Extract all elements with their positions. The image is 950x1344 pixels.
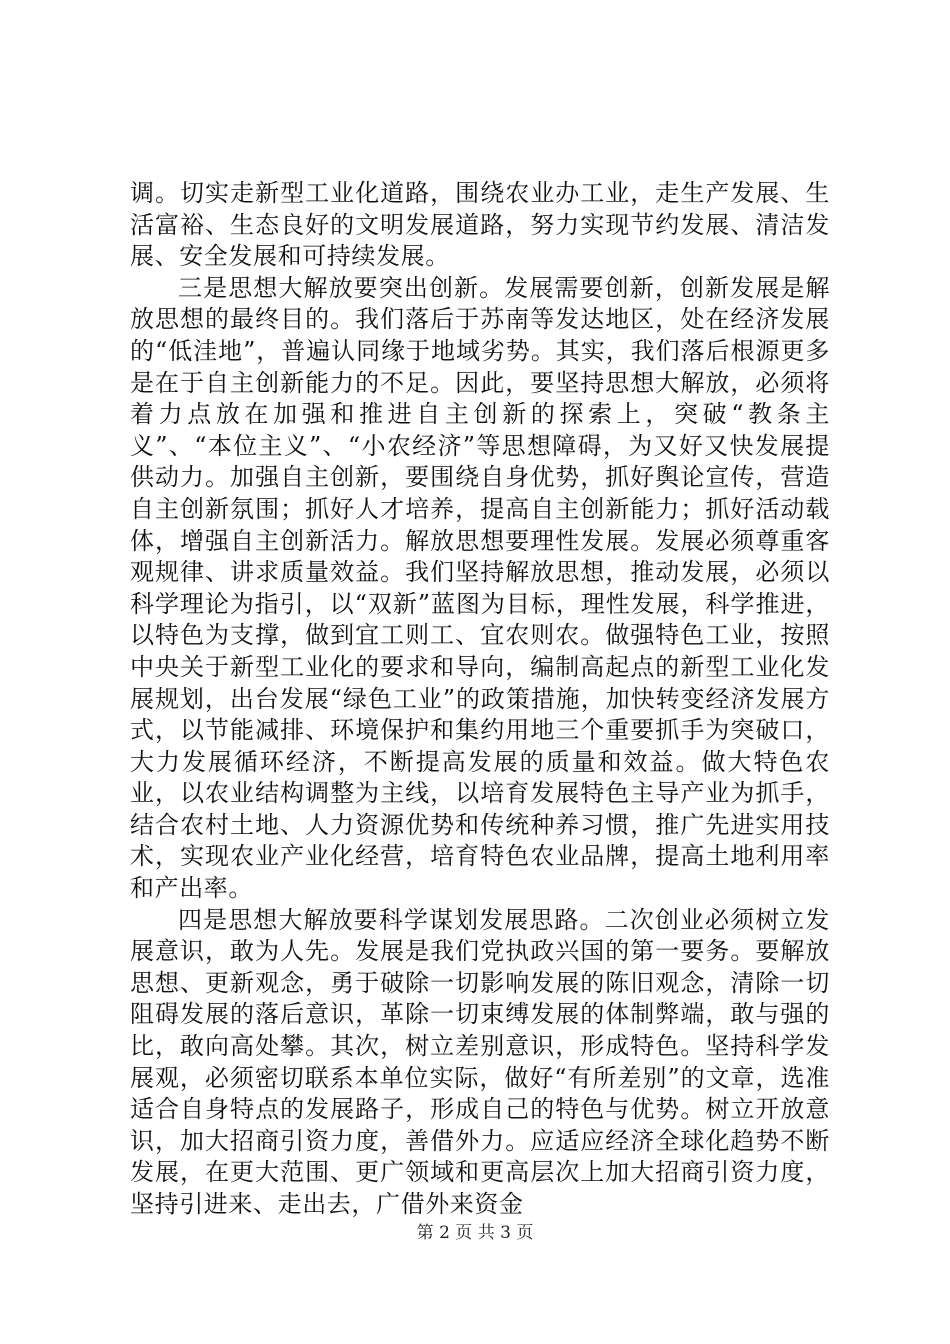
body-text: [130, 178, 830, 1221]
paragraph-3: 四是思想大解放要科学谋划发展思路。二次创业必须树立发展意识，敢为人先。发展是我们党执政兴国的第一要务。要解放思想、更新观念，勇于破除一切影响发展的陈旧观念，清除一切阻碍发展的落后意识，革除一切束缚发展的体制弊端，敢与强的比，敢向高处攀。其次，树立差别意识，形成特色。坚持科学发展观，必须密切联系本单位实际，做好“有所差别”的文章，选准适合自身特点的发展路子，形成自己的特色与优势。树立开放意识，加大招商引资力度，善借外力。应适应经济全球化趋势不断发展，在更大范围、更广领域和更高层次上加大招商引资力度，坚持引进来、走出去，广借外来资金: [130, 905, 830, 1218]
paragraph-1: 调。切实走新型工业化道路，围绕农业办工业，走生产发展、生活富裕、生态良好的文明发展道路，努力实现节约发展、清洁发展、安全发展和可持续发展。: [130, 179, 830, 271]
page-footer: 第 2 页 共 3 页: [416, 1223, 534, 1243]
paragraph-2: 三是思想大解放要突出创新。发展需要创新，创新发展是解放思想的最终目的。我们落后于苏南等发达地区，处在经济发展的“低洼地”，普遍认同缘于地域劣势。其实，我们落后根源更多是在于自主创新能力的不足。因此，要坚持思想大解放，必须将着力点放在加强和推进自主创新的探索上，突破“教条主义”、“本位主义”、“小农经济”等思想障碍，为又好又快发展提供动力。加强自主创新，要围绕自身优势，抓好舆论宣传，营造自主创新氛围；抓好人才培养，提高自主创新能力；抓好活动载体，增强自主创新活力。解放思想要理性发展。发展必须尊重客观规律、讲求质量效益。我们坚持解放思想，推动发展，必须以科学理论为指引，以“双新”蓝图为目标，理性发展，科学推进，以特色为支撑，做到宜工则工、宜农则农。做强特色工业，按照中央关于新型工业化的要求和导向，编制高起点的新型工业化发展规划，出台发展“绿色工业”的政策措施，加快转变经济发展方式，以节能减排、环境保护和集约用地三个重要抓手为突破口，大力发展循环经济，不断提高发展的质量和效益。做大特色农业，以农业结构调整为主线，以培育发展特色主导产业为抓手，结合农村土地、人力资源优势和传统种养习惯，推广先进实用技术，实现农业产业化经营，培育特色农业品牌，提高土地利用率和产出率。: [130, 273, 830, 903]
